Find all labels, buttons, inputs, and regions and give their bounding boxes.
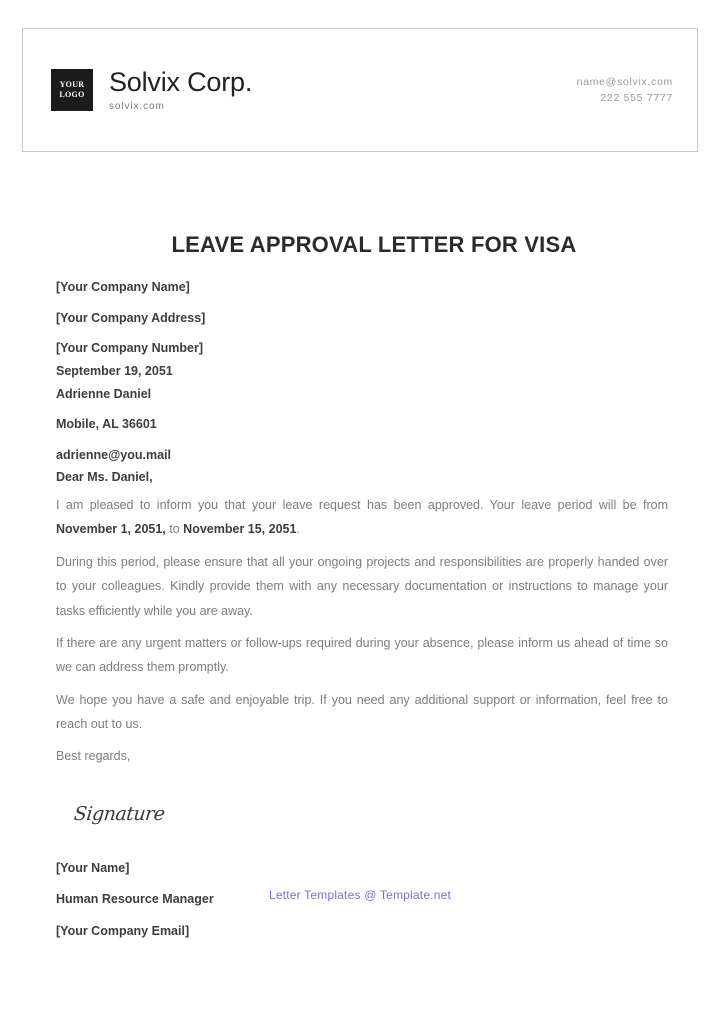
signature-image: Signature — [72, 802, 166, 825]
letterhead — [22, 28, 698, 152]
closing-salutation: Best regards, — [56, 749, 131, 764]
contact-block — [577, 74, 673, 107]
letter-date: September 19, 2051 — [56, 363, 173, 378]
sender-company-address: [Your Company Address] — [56, 310, 206, 325]
para1-text-c: . — [296, 522, 300, 537]
para1-text-a: I am pleased to inform you that your leave request has been approved. Your leave period will be from — [56, 498, 668, 512]
para1-text-b: to — [165, 522, 184, 537]
page-title: LEAVE APPROVAL LETTER FOR VISA — [171, 232, 577, 257]
salutation: Dear Ms. Daniel, — [56, 470, 153, 485]
paragraph-handover: During this period, please ensure that all your ongoing projects and responsibilities are properly handed over to your colleagues. Kindly provide them with any necessary documentation or instructions to manage your tasks efficiently while you are away. — [56, 554, 668, 618]
sender-company-number: [Your Company Number] — [56, 341, 203, 356]
paragraph-urgent-matters: If there are any urgent matters or follow-ups required during your absence, please inform us ahead of time so we can address them promptly. — [56, 635, 668, 675]
recipient-name: Adrienne Daniel — [56, 386, 152, 401]
signer-name: [Your Name] — [56, 860, 130, 875]
brand-block — [51, 68, 252, 112]
recipient-city: Mobile, AL 36601 — [56, 417, 157, 432]
signer-title: Human Resource Manager — [56, 892, 214, 907]
logo-line-1: YOUR — [59, 80, 85, 89]
recipient-email: adrienne@you.mail — [56, 447, 171, 462]
signer-email: [Your Company Email] — [56, 924, 190, 938]
company-website: solvix.com — [109, 101, 165, 113]
logo-line-2: LOGO — [59, 90, 85, 99]
company-name: Solvix Corp. — [109, 66, 253, 97]
paragraph-closing-wishes: We hope you have a safe and enjoyable trip. If you need any additional support or information, feel free to reach out to us. — [56, 692, 668, 731]
leave-end-date: November 15, 2051 — [183, 522, 297, 537]
contact-email: name@solvix.com — [576, 75, 673, 88]
template-footer-link[interactable]: Letter Templates @ Template.net — [268, 888, 452, 902]
sender-company-name: [Your Company Name] — [56, 280, 190, 294]
leave-start-date: November 1, 2051, — [56, 522, 166, 537]
letter-body — [56, 232, 668, 956]
contact-phone: 222 555 7777 — [600, 92, 673, 104]
paragraph-approval — [56, 493, 668, 542]
company-logo — [51, 69, 93, 111]
